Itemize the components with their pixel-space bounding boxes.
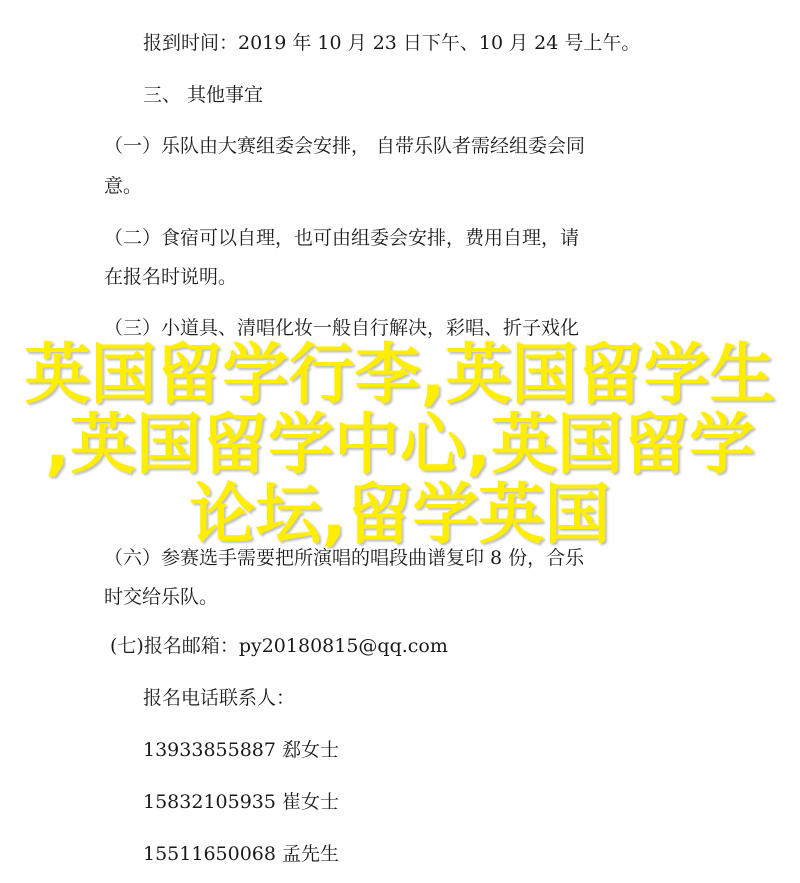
item-2-line-1: （二）食宿可以自理，也可由组委会安排，费用自理，请 — [104, 227, 580, 249]
item-6-line-1: （六）参赛选手需要把所演唱的唱段曲谱复印 8 份，合乐 — [104, 547, 585, 569]
report-time-line: 报到时间：2019 年 10 月 23 日下午、10 月 24 号上午。 — [143, 32, 641, 54]
item-3-line-1: （三）小道具、清唱化妆一般自行解决，彩唱、折子戏化 — [104, 317, 580, 339]
overlay-line-2: ,英国留学中心,英国留学 — [44, 406, 756, 483]
overlay-line-1: 英国留学行李,英国留学生 — [24, 336, 776, 413]
section-heading: 三、 其他事宜 — [143, 84, 264, 106]
contact-heading: 报名电话联系人： — [143, 687, 296, 709]
item-6-line-2: 时交给乐队。 — [104, 586, 219, 608]
contact-2: 15832105935 崔女士 — [143, 791, 340, 813]
contact-3: 15511650068 孟先生 — [143, 843, 340, 865]
item-1-line-1: （一）乐队由大赛组委会安排， 自带乐队者需经组委会同 — [104, 135, 586, 157]
overlay-line-3: 论坛,留学英国 — [189, 476, 611, 553]
watermark-overlay — [0, 336, 800, 553]
contact-1: 13933855887 郄女士 — [143, 739, 340, 761]
email-line: (七)报名邮箱：py20180815@qq.com — [110, 635, 448, 657]
item-2-line-2: 在报名时说明。 — [104, 266, 238, 288]
item-1-line-2: 意。 — [104, 175, 143, 197]
